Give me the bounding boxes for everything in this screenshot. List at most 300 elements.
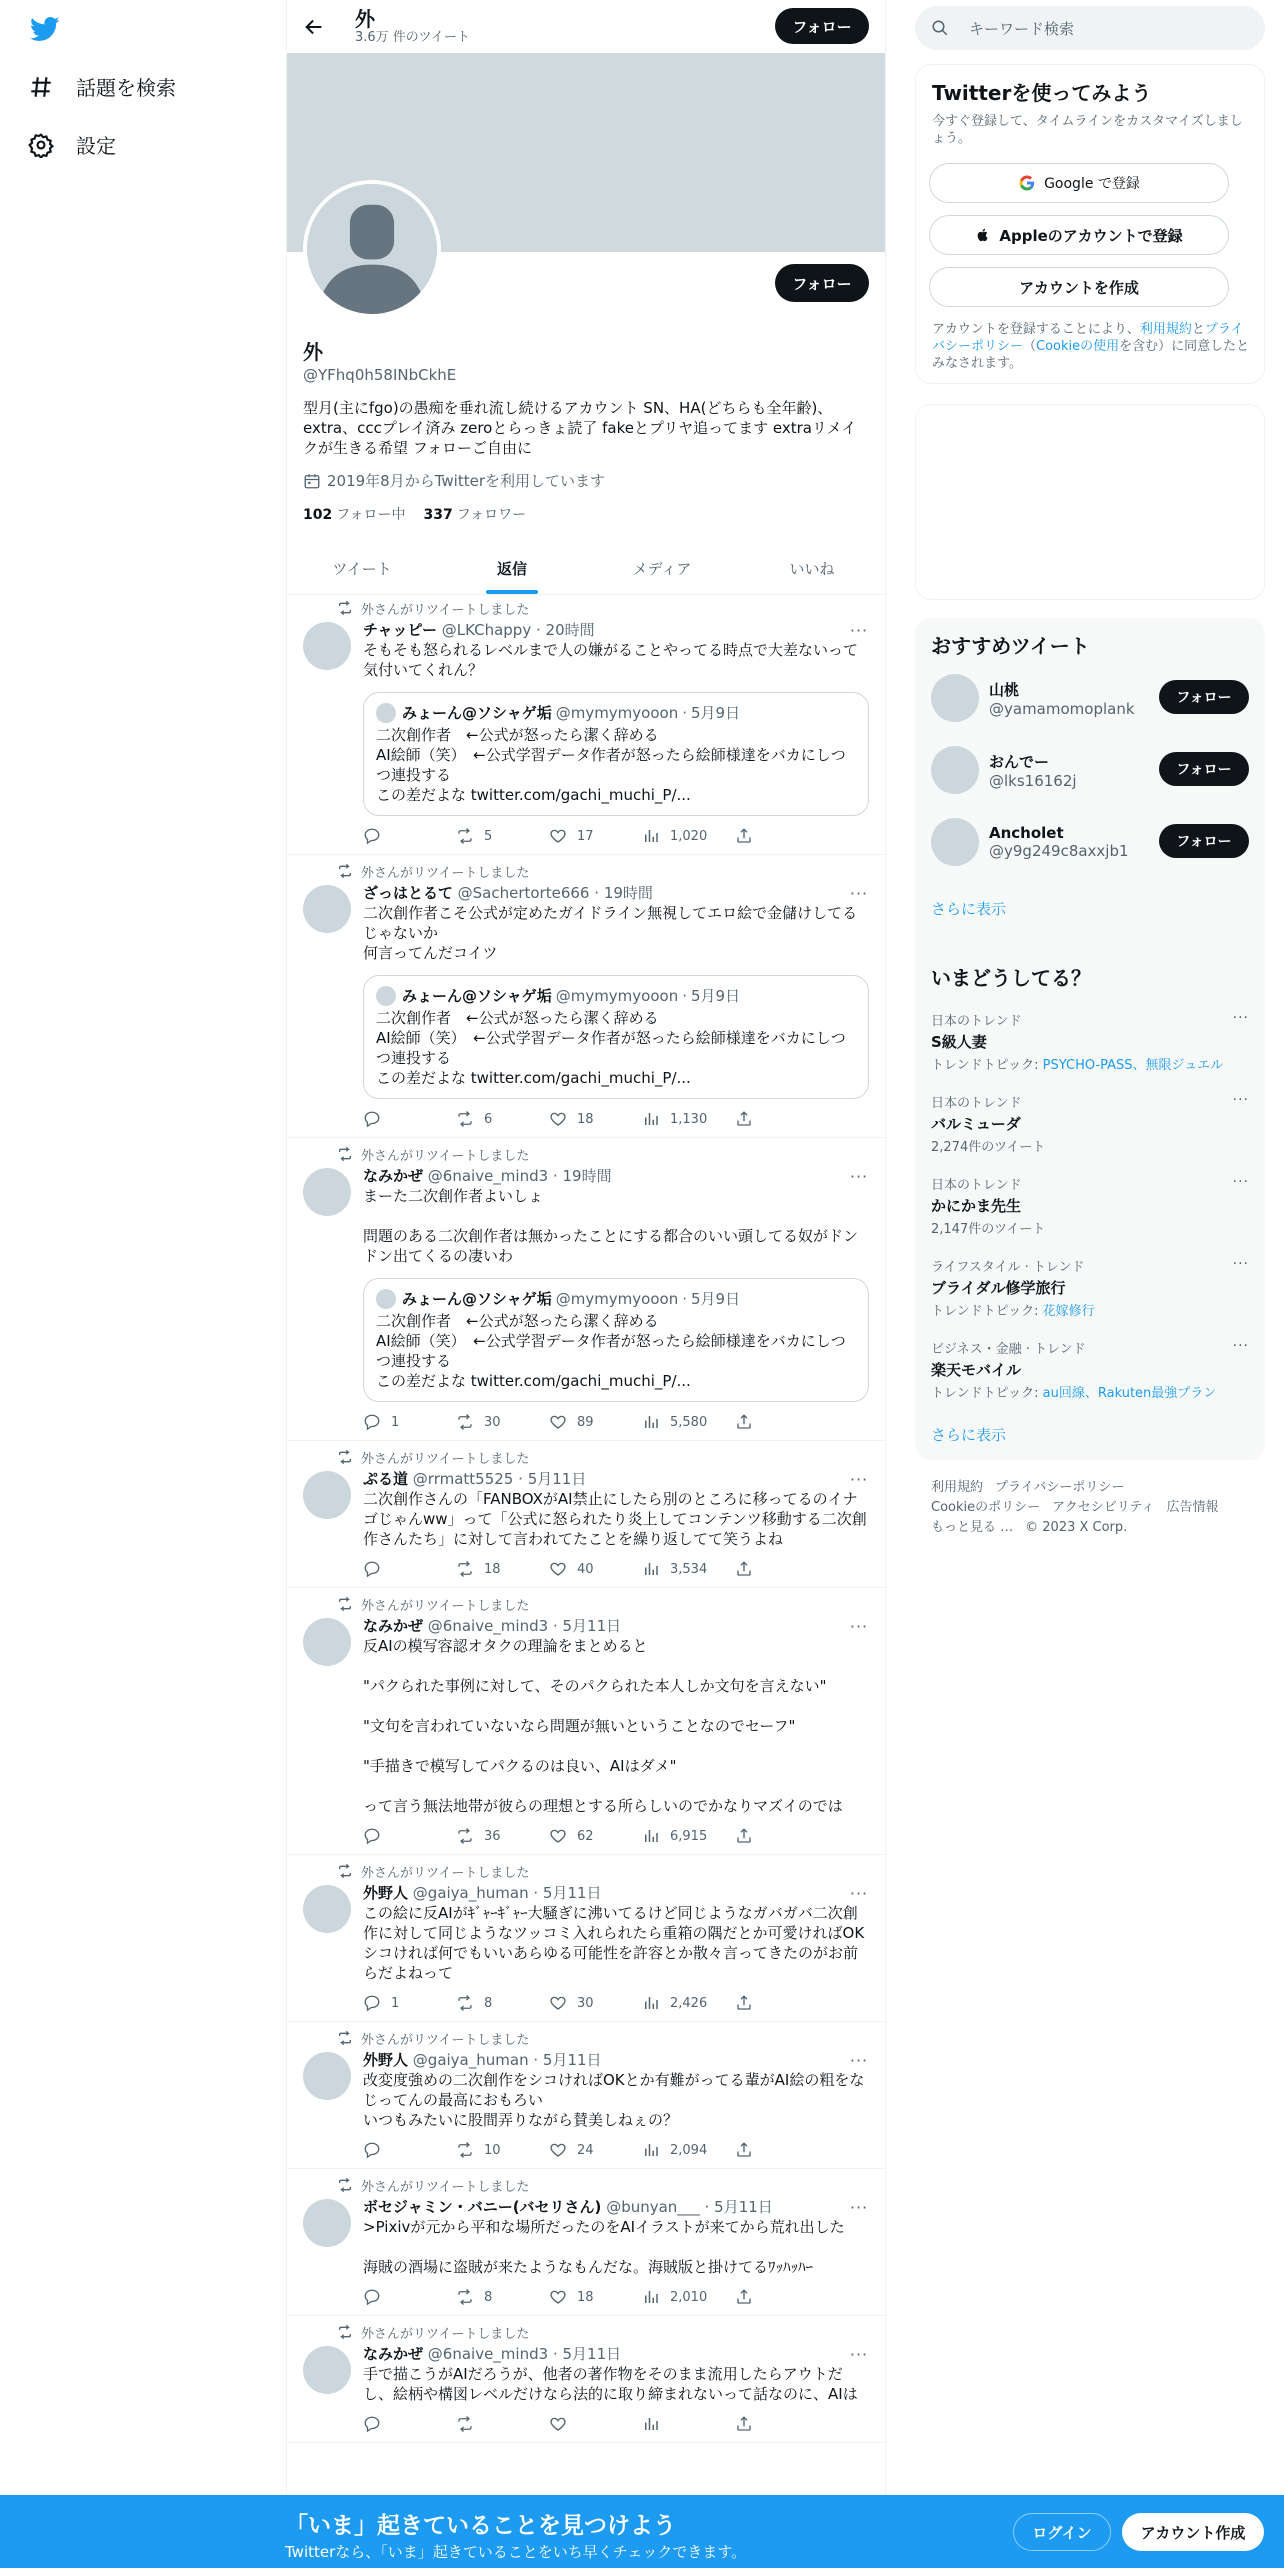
- share-icon: [735, 1827, 753, 1845]
- heart-icon: [549, 1827, 567, 1845]
- more-options-icon[interactable]: ···: [1232, 1092, 1249, 1108]
- recommended-user[interactable]: [931, 746, 1249, 794]
- signup-title: Twitterを使ってみよう: [932, 81, 1152, 105]
- legal-and: と: [1191, 322, 1205, 337]
- like-button[interactable]: [549, 2288, 642, 2306]
- quoted-tweet-time: 5月9日: [691, 987, 741, 1005]
- reply-button[interactable]: [363, 2415, 456, 2433]
- like-button[interactable]: [549, 1994, 642, 2012]
- tweet-author-handle[interactable]: @rrmatt5525: [412, 1470, 514, 1488]
- tweet-text: 二次創作さんの「FANBOXがAI禁止にしたら別のところに移ってるのイナゴじゃんww」って「公式に怒られたり炎上してコンテンツ移動する二次創作さんたち」に対して言われてたことを繰り返してて笑うよね: [363, 1490, 867, 1548]
- tweet-time[interactable]: 5月11日: [714, 2198, 773, 2216]
- apple-icon: [975, 227, 991, 243]
- trend-topic-link[interactable]: PSYCHO-PASS、無限ジュエル: [1042, 1058, 1224, 1073]
- share-icon: [735, 2415, 753, 2433]
- views-icon: [642, 1994, 660, 2012]
- share-button[interactable]: [735, 2415, 828, 2433]
- trend-category: 日本のトレンド: [931, 1096, 1022, 1111]
- separator-dot: ·: [533, 1884, 539, 1902]
- separator-dot: ·: [704, 2198, 710, 2216]
- tweet-actions: [363, 826, 869, 846]
- heart-icon: [549, 1560, 567, 1578]
- retweeted-icon: [337, 863, 353, 879]
- header-tweet-count: 3.6万 件のツイート: [355, 29, 470, 45]
- share-button[interactable]: [735, 2141, 828, 2159]
- signup-button[interactable]: アカウント作成: [1122, 2513, 1264, 2551]
- retweet-icon: [456, 1994, 474, 2012]
- trend-detail: [931, 1218, 1249, 1237]
- share-button[interactable]: [735, 1827, 828, 1845]
- recommended-user[interactable]: [931, 674, 1249, 722]
- tweet-text: 改変度強めの二次創作をシコければOKとか有難がってる輩がAI絵の粗をなじってんの最高におもろい いつもみたいに股間弄りながら賛美しねぇの？: [363, 2071, 865, 2129]
- like-count: 30: [577, 1995, 594, 2011]
- trend-category: 日本のトレンド: [931, 1178, 1022, 1193]
- avatar[interactable]: [303, 1618, 351, 1666]
- view-count: 2,010: [670, 2289, 708, 2305]
- header-follow-button[interactable]: フォロー: [775, 8, 869, 44]
- tweet-author-name[interactable]: なみかぜ: [363, 1617, 424, 1635]
- recommended-more-link[interactable]: さらに表示: [931, 900, 1007, 918]
- quoted-tweet[interactable]: [363, 975, 869, 1099]
- retweet-icon: [456, 2141, 474, 2159]
- avatar[interactable]: [303, 2346, 351, 2394]
- retweeted-icon: [337, 2177, 353, 2193]
- reply-button[interactable]: [363, 2141, 456, 2159]
- tweet-author-name[interactable]: 外野人: [363, 2051, 409, 2069]
- tweet-author-handle[interactable]: @6naive_mind3: [427, 2345, 549, 2363]
- quoted-tweet-header: [376, 1289, 856, 1309]
- share-button[interactable]: [735, 1560, 828, 1578]
- tweet[interactable]: [287, 2022, 885, 2169]
- more-options-icon[interactable]: ···: [849, 1616, 869, 1636]
- like-button[interactable]: [549, 1110, 642, 1128]
- like-count: 89: [577, 1414, 594, 1430]
- retweet-context-text: 外さんがリツイートしました: [361, 2179, 530, 2195]
- hashtag-icon: [28, 74, 54, 100]
- retweet-icon: [456, 2415, 474, 2433]
- reply-icon: [363, 1994, 381, 2012]
- tweet-actions: [363, 2140, 869, 2160]
- reply-icon: [363, 1827, 381, 1845]
- view-count: 6,915: [670, 1828, 708, 1844]
- tweet-author-name[interactable]: なみかぜ: [363, 1167, 424, 1185]
- share-icon: [735, 827, 753, 845]
- retweet-context: [337, 2324, 869, 2340]
- retweeted-icon: [337, 1449, 353, 1465]
- avatar[interactable]: [303, 1885, 351, 1933]
- avatar[interactable]: [303, 1471, 351, 1519]
- tweet-text: >Pixivが元から平和な場所だったのをAIイラストが来てから荒れ出した 海賊の酒場に盗賊が来たようなもんだな。海賊版と掛けてるﾜｯﾊｯﾊｰ: [363, 2218, 845, 2276]
- login-button[interactable]: ログイン: [1013, 2513, 1111, 2551]
- trend-name: かにかま先生: [931, 1197, 1022, 1215]
- quoted-author-name: みょーん@ソシャゲ垢: [402, 1290, 552, 1308]
- tweet-time[interactable]: 5月11日: [542, 1884, 602, 1902]
- trend-topic-link[interactable]: 花嫁修行: [1042, 1304, 1095, 1319]
- tweet-author-name[interactable]: ボセジャミン・バニー(バセリさん): [363, 2198, 602, 2216]
- google-icon: [1018, 174, 1036, 192]
- more-options-icon[interactable]: ···: [1232, 1174, 1249, 1190]
- like-button[interactable]: [549, 827, 642, 845]
- view-count: 3,534: [670, 1561, 708, 1577]
- more-options-icon[interactable]: ···: [849, 1883, 869, 1903]
- more-options-icon[interactable]: ···: [1232, 1338, 1249, 1354]
- footer-tos[interactable]: 利用規約: [931, 1480, 984, 1495]
- reply-button[interactable]: [363, 1994, 456, 2012]
- separator-dot: ·: [535, 621, 541, 639]
- tab-likes[interactable]: いいね: [789, 559, 835, 578]
- trend-name: ブライダル修学旅行: [931, 1279, 1066, 1297]
- trend-item[interactable]: [931, 1010, 1249, 1073]
- more-options-icon[interactable]: ···: [1232, 1010, 1249, 1026]
- tweet-actions: [363, 2414, 869, 2434]
- tweet-text: この絵に反AIがｷﾞｬｰｷﾞｬｰ大騒ぎに沸いてるけど同じようなガバガバ二次創作に対して同じようなツッコミ入れられたら重箱の隅だとか可愛ければOKシコければ何でもいいあらゆる可能性を許容とか散々言ってきたのがお前らだよねって: [363, 1904, 865, 1982]
- more-options-icon[interactable]: ···: [849, 883, 869, 903]
- cookie-link[interactable]: Cookieの使用: [1036, 339, 1120, 354]
- views-button[interactable]: [642, 1994, 735, 2012]
- rec-name: Ancholet: [989, 824, 1064, 842]
- rec-handle: @yamamomoplank: [989, 699, 1135, 718]
- trend-detail: [931, 1382, 1249, 1401]
- tweet-author-handle[interactable]: @6naive_mind3: [427, 1617, 549, 1635]
- bottom-title: 「いま」起きていることを見つけよう: [285, 2513, 676, 2539]
- quoted-tweet-text: 二次創作者 ←公式が怒ったら潔く辞める AI絵師（笑） ←公式学習データ作者が怒ったら絵師様達をバカにしつつ連投する この差だよな twitter.com/gachi_muchi_P/...: [376, 726, 846, 804]
- views-button[interactable]: [642, 2141, 735, 2159]
- quoted-author-name: みょーん@ソシャゲ垢: [402, 987, 552, 1005]
- views-icon: [642, 1413, 660, 1431]
- reply-button[interactable]: [363, 1827, 456, 1845]
- more-options-icon[interactable]: ···: [849, 2197, 869, 2217]
- tweet-time[interactable]: 5月11日: [542, 2051, 602, 2069]
- reply-icon: [363, 2288, 381, 2306]
- views-button[interactable]: [642, 1827, 735, 1845]
- heart-icon: [549, 2141, 567, 2159]
- retweeted-icon: [337, 600, 353, 616]
- retweet-count: 8: [484, 1995, 493, 2011]
- footer-more[interactable]: もっと見る …: [931, 1520, 1014, 1535]
- like-count: 18: [577, 1111, 594, 1127]
- tweet-author-name[interactable]: ぷる道: [363, 1470, 409, 1488]
- trend-item[interactable]: [931, 1174, 1249, 1237]
- views-icon: [642, 1560, 660, 1578]
- trend-item[interactable]: [931, 1092, 1249, 1155]
- views-button[interactable]: [642, 2415, 735, 2433]
- create-account-button[interactable]: [929, 267, 1229, 307]
- reply-button[interactable]: [363, 1413, 456, 1431]
- tweet-header: [363, 883, 869, 903]
- reply-button[interactable]: [363, 2288, 456, 2306]
- tweet[interactable]: [287, 2316, 885, 2443]
- trend-detail-label: 2,147件のツイート: [931, 1222, 1046, 1237]
- tweet-header: [363, 2197, 869, 2217]
- share-button[interactable]: [735, 827, 828, 845]
- retweet-icon: [456, 1110, 474, 1128]
- like-button[interactable]: [549, 1413, 642, 1431]
- avatar[interactable]: [303, 1168, 351, 1216]
- footer-ads[interactable]: 広告情報: [1166, 1500, 1219, 1515]
- avatar[interactable]: [303, 2052, 351, 2100]
- tweet-text: そもそも怒られるレベルまで人の嫌がることやってる時点で大差ないって気付いてくれん？: [363, 641, 859, 679]
- share-button[interactable]: [735, 2288, 828, 2306]
- search-box[interactable]: [915, 6, 1265, 50]
- privacy-link[interactable]: プライバシーポリシー: [932, 322, 1244, 354]
- tab-media[interactable]: メディア: [632, 559, 692, 578]
- followers-link[interactable]: [424, 504, 527, 524]
- separator-dot: ·: [682, 1290, 687, 1308]
- quoted-author-handle: @mymymyooon: [555, 704, 679, 722]
- reply-button[interactable]: [363, 827, 456, 845]
- share-icon: [735, 1560, 753, 1578]
- timeline: [287, 592, 885, 2443]
- legal-post: を含む）に同意したとみなされます。: [932, 339, 1250, 371]
- search-placeholder: キーワード検索: [969, 19, 1075, 38]
- tweet-text: 二次創作者こそ公式が定めたガイドライン無視してエロ絵で金儲けしてるじゃないか 何言ってんだコイツ: [363, 904, 858, 962]
- retweet-button[interactable]: [456, 1560, 549, 1578]
- tos-link[interactable]: 利用規約: [1139, 322, 1192, 337]
- avatar[interactable]: [303, 885, 351, 933]
- quoted-author-handle: @mymymyooon: [555, 987, 679, 1005]
- tweet-author-handle[interactable]: @Sachertorte666: [457, 884, 590, 902]
- more-options-icon[interactable]: ···: [849, 1469, 869, 1489]
- like-button[interactable]: [549, 1560, 642, 1578]
- tweet-time[interactable]: 5月11日: [562, 2345, 622, 2363]
- trend-detail-label: 2,274件のツイート: [931, 1140, 1046, 1155]
- separator-dot: ·: [552, 1617, 558, 1635]
- retweet-button[interactable]: [456, 2141, 549, 2159]
- trend-detail-label: トレンドトピック:: [931, 1058, 1043, 1073]
- nav-settings[interactable]: [28, 130, 116, 159]
- views-button[interactable]: [642, 1413, 735, 1431]
- heart-icon: [549, 2288, 567, 2306]
- trends-more-link[interactable]: さらに表示: [931, 1426, 1007, 1444]
- trend-item[interactable]: [931, 1256, 1249, 1319]
- retweet-count: 8: [484, 2289, 493, 2305]
- avatar: [376, 703, 396, 723]
- separator-dot: ·: [533, 2051, 539, 2069]
- tweet-time[interactable]: 5月11日: [562, 1617, 622, 1635]
- nav-explore-label: 話題を検索: [76, 76, 176, 100]
- trend-topic-link[interactable]: au回線、Rakuten最強プラン: [1042, 1386, 1217, 1401]
- more-options-icon[interactable]: ···: [849, 2050, 869, 2070]
- share-icon: [735, 1413, 753, 1431]
- create-account-label: アカウントを作成: [1019, 278, 1139, 297]
- footer-links: [931, 1478, 1261, 1538]
- more-options-icon[interactable]: ···: [1232, 1256, 1249, 1272]
- views-icon: [642, 2288, 660, 2306]
- retweet-context: [337, 2177, 869, 2193]
- tweet-author-name[interactable]: なみかぜ: [363, 2345, 424, 2363]
- retweet-count: 36: [484, 1828, 501, 1844]
- avatar[interactable]: [303, 2199, 351, 2247]
- tweet-author-name[interactable]: チャッピー: [363, 621, 437, 639]
- signup-panel: [915, 64, 1265, 384]
- tweet[interactable]: [287, 1441, 885, 1588]
- retweet-count: 6: [484, 1111, 493, 1127]
- profile-follow-button[interactable]: フォロー: [775, 264, 869, 302]
- recommended-title: おすすめツイート: [931, 634, 1090, 658]
- trend-detail-label: トレンドトピック:: [931, 1386, 1043, 1401]
- reply-icon: [363, 1110, 381, 1128]
- back-arrow-icon[interactable]: [303, 16, 325, 38]
- share-icon: [735, 1994, 753, 2012]
- retweet-icon: [456, 827, 474, 845]
- calendar-icon: [303, 472, 321, 490]
- retweet-icon: [456, 1560, 474, 1578]
- tweet[interactable]: [287, 1138, 885, 1441]
- like-button[interactable]: [549, 2141, 642, 2159]
- footer-accessibility[interactable]: アクセシビリティ: [1052, 1500, 1155, 1515]
- rec-follow-button[interactable]: フォロー: [1159, 824, 1249, 858]
- tweet-author-handle[interactable]: @gaiya_human: [412, 2051, 529, 2069]
- tweet-author-name[interactable]: 外野人: [363, 1884, 409, 1902]
- trends-panel: [915, 950, 1265, 1460]
- tweet-header: [363, 2344, 869, 2364]
- tweet-actions: [363, 1826, 869, 1846]
- tweet-time[interactable]: 19時間: [562, 1167, 612, 1185]
- tweet-header: [363, 1166, 869, 1186]
- retweet-context-text: 外さんがリツイートしました: [361, 1865, 530, 1881]
- apple-signup-label: Appleのアカウントで登録: [999, 226, 1183, 245]
- like-count: 24: [577, 2142, 594, 2158]
- reply-icon: [363, 2415, 381, 2433]
- more-options-icon[interactable]: ···: [849, 1166, 869, 1186]
- trend-item[interactable]: [931, 1338, 1249, 1401]
- views-button[interactable]: [642, 2288, 735, 2306]
- heart-icon: [549, 827, 567, 845]
- rec-follow-button[interactable]: フォロー: [1159, 752, 1249, 786]
- left-nav: [0, 0, 286, 2568]
- views-icon: [642, 2141, 660, 2159]
- separator-dot: ·: [518, 1470, 523, 1488]
- retweet-button[interactable]: [456, 827, 549, 845]
- trend-detail-label: トレンドトピック:: [931, 1304, 1043, 1319]
- views-button[interactable]: [642, 1560, 735, 1578]
- retweet-button[interactable]: [456, 1413, 549, 1431]
- share-icon: [735, 1110, 753, 1128]
- heart-icon: [549, 1413, 567, 1431]
- reply-icon: [363, 827, 381, 845]
- trend-category: ライフスタイル · トレンド: [931, 1260, 1085, 1275]
- rec-name: 山桃: [989, 680, 1020, 699]
- footer-cookie[interactable]: Cookieのポリシー: [931, 1500, 1041, 1515]
- tweet-header: [363, 1469, 869, 1489]
- following-label: フォロー中: [336, 507, 406, 523]
- apple-signup-button[interactable]: [929, 215, 1229, 255]
- tweet-header: [363, 2050, 869, 2070]
- following-link[interactable]: [303, 504, 406, 524]
- tweet-text: 反AIの模写容認オタクの理論をまとめると "パクられた事例に対して、そのパクられた本人しか文句を言えない" "文句を言われていないなら問題が無いということなのでセーフ" "手描きで模写してパクるのは良い、AIはダメ" って言う無法地帯が彼らの理想とする所らしいのでかなりマズイのでは: [363, 1637, 843, 1815]
- like-button[interactable]: [549, 1827, 642, 1845]
- quoted-tweet[interactable]: [363, 1278, 869, 1402]
- tab-tweets[interactable]: ツイート: [332, 559, 392, 578]
- rec-follow-button[interactable]: フォロー: [1159, 680, 1249, 714]
- tweet[interactable]: [287, 1855, 885, 2022]
- views-button[interactable]: [642, 1110, 735, 1128]
- tweet[interactable]: [287, 2169, 885, 2316]
- separator-dot: ·: [552, 2345, 558, 2363]
- tab-replies[interactable]: 返信: [437, 542, 587, 594]
- retweeted-icon: [337, 2030, 353, 2046]
- quoted-tweet-text: 二次創作者 ←公式が怒ったら潔く辞める AI絵師（笑） ←公式学習データ作者が怒ったら絵師様達をバカにしつつ連投する この差だよな twitter.com/gachi_muchi_P/...: [376, 1312, 846, 1390]
- retweet-context: [337, 1863, 869, 1879]
- share-button[interactable]: [735, 1413, 828, 1431]
- retweet-button[interactable]: [456, 1827, 549, 1845]
- like-button[interactable]: [549, 2415, 642, 2433]
- trend-name: 楽天モバイル: [931, 1361, 1022, 1379]
- recommended-panel: [915, 618, 1265, 976]
- tweet-time[interactable]: 20時間: [545, 621, 595, 639]
- more-options-icon[interactable]: ···: [849, 620, 869, 640]
- trends-title: いまどうしてる？: [931, 966, 1091, 990]
- avatar: [931, 674, 979, 722]
- retweet-button[interactable]: [456, 2288, 549, 2306]
- tweet-author-handle[interactable]: @6naive_mind3: [427, 1167, 549, 1185]
- recommended-user[interactable]: [931, 818, 1249, 866]
- tweet-actions: [363, 1109, 869, 1129]
- retweet-context-text: 外さんがリツイートしました: [361, 602, 530, 618]
- profile-name: 外: [303, 340, 323, 364]
- nav-explore[interactable]: [28, 72, 176, 101]
- retweet-count: 30: [484, 1414, 501, 1430]
- tweet-text: 手で描こうがAIだろうが、他者の著作物をそのまま流用したらアウトだし、絵柄や構図レベルだけなら法的に取り締まれないって話なのに、AIは: [363, 2365, 858, 2403]
- followers-label: フォロワー: [456, 507, 527, 523]
- view-count: 2,426: [670, 1995, 708, 2011]
- retweet-button[interactable]: [456, 1110, 549, 1128]
- retweeted-icon: [337, 1596, 353, 1612]
- quoted-tweet[interactable]: [363, 692, 869, 816]
- retweet-button[interactable]: [456, 1994, 549, 2012]
- avatar[interactable]: [303, 622, 351, 670]
- tweet[interactable]: [287, 592, 885, 855]
- tweet[interactable]: [287, 1588, 885, 1855]
- separator-dot: ·: [682, 987, 687, 1005]
- default-avatar-icon: [307, 184, 437, 314]
- retweet-button[interactable]: [456, 2415, 549, 2433]
- share-button[interactable]: [735, 1110, 828, 1128]
- tweet-time[interactable]: 5月11日: [527, 1470, 587, 1488]
- trend-detail: [931, 1136, 1249, 1155]
- google-signup-button[interactable]: [929, 163, 1229, 203]
- retweeted-icon: [337, 1146, 353, 1162]
- reply-button[interactable]: [363, 1110, 456, 1128]
- tweet-time[interactable]: 19時間: [603, 884, 653, 902]
- share-button[interactable]: [735, 1994, 828, 2012]
- retweet-context: [337, 1449, 869, 1465]
- like-count: 62: [577, 1828, 594, 1844]
- quoted-author-name: みょーん@ソシャゲ垢: [402, 704, 552, 722]
- legal-pre: アカウントを登録することにより、: [932, 322, 1140, 337]
- tweet-author-handle[interactable]: @gaiya_human: [412, 1884, 529, 1902]
- tweet[interactable]: [287, 855, 885, 1138]
- tweet-author-name[interactable]: ざっはとるて: [363, 884, 453, 902]
- twitter-logo-icon[interactable]: [28, 14, 62, 44]
- search-icon: [931, 19, 949, 37]
- profile-tabs: [287, 542, 886, 595]
- more-options-icon[interactable]: ···: [849, 2344, 869, 2364]
- heart-icon: [549, 1110, 567, 1128]
- separator-dot: ·: [594, 884, 600, 902]
- avatar: [931, 746, 979, 794]
- reply-button[interactable]: [363, 1560, 456, 1578]
- views-button[interactable]: [642, 827, 735, 845]
- footer-privacy[interactable]: プライバシーポリシー: [995, 1480, 1125, 1495]
- profile-avatar[interactable]: [303, 180, 441, 318]
- like-count: 18: [577, 2289, 594, 2305]
- tweet-author-handle[interactable]: @LKChappy: [441, 621, 532, 639]
- tweet-author-handle[interactable]: @bunyan___: [606, 2198, 700, 2216]
- retweet-context-text: 外さんがリツイートしました: [361, 865, 530, 881]
- view-count: 1,020: [670, 828, 708, 844]
- main-column: [286, 0, 886, 2568]
